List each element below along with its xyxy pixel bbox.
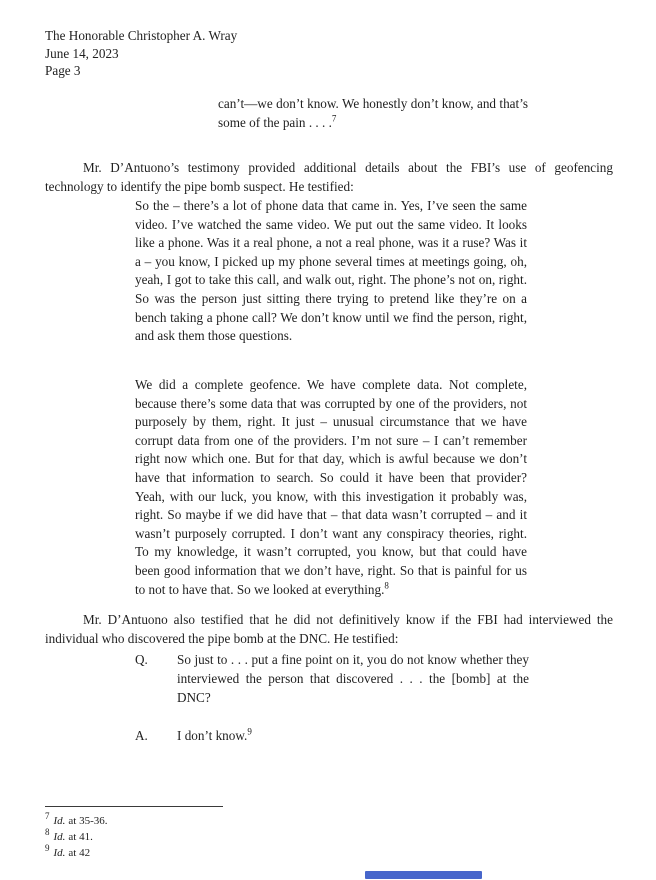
footnote-ref-9: 9 (247, 726, 252, 737)
footnote-marker: 8 (45, 827, 50, 838)
footnotes-section (45, 806, 223, 861)
footnote-detail: at 41. (68, 831, 93, 843)
question-label: Q. (135, 652, 148, 667)
paragraph-dnc-interview: Mr. D’Antuono also testified that he did not definitively know if the FBI had interviewed the individual who discovered the pipe bomb at the DNC. He testified: (45, 612, 613, 646)
footnote-marker: 9 (45, 843, 50, 854)
letter-header (45, 27, 237, 80)
footnote-item-8 (45, 829, 223, 845)
testimony-quote-geofence (135, 376, 527, 599)
carryover-quote (218, 95, 528, 132)
footnote-citation: Id. (53, 831, 66, 843)
carryover-quote-text: can’t—we don’t know. We honestly don’t know, and that’s some of the pain . . . . (218, 96, 528, 130)
recipient-name: The Honorable Christopher A. Wray (45, 28, 238, 43)
answer-text (177, 726, 529, 745)
answer-label: A. (135, 728, 148, 743)
paragraph-intro: Mr. D’Antuono’s testimony provided additional details about the FBI’s use of geofencing technology to identify the pipe bomb suspect. He testified: (45, 160, 613, 194)
footnote-item-9 (45, 845, 223, 861)
footnote-detail: at 35-36. (68, 815, 108, 827)
footnote-citation: Id. (53, 847, 66, 859)
footnote-marker: 7 (45, 811, 50, 822)
scrollbar-thumb[interactable] (365, 871, 482, 879)
footnote-ref-8: 8 (384, 580, 389, 591)
letter-date: June 14, 2023 (45, 45, 119, 61)
page-number: Page 3 (45, 63, 81, 78)
footnote-ref-7: 7 (331, 113, 337, 124)
footnote-detail: at 42 (68, 847, 91, 859)
answer-row (135, 726, 529, 745)
testimony-quote-geofence-text: We did a complete geofence. We have complete data. Not complete, because there’s some data that was corrupted by one of the providers, not purposely by them, right. It just – unusual circumstance that we have corrupt data from one of the providers. I’m not sure – I can’t remember right now which one. But for that day, which is awful because we don’t have that information to search. So could it have been that provider? Yeah, with our luck, you know, with this investigation it probably was, right. So maybe if we did have that – that data wasn’t corrupted – and it wasn’t purposely corrupted. I don’t want any conspiracy theories, right. To my knowledge, it wasn’t corrupted, you know, but that could have been good information that we don’t have, right. So that is painful for us to not to have that. So we looked at everything. (135, 377, 527, 597)
footnote-citation: Id. (53, 815, 66, 827)
answer-text-body: I don’t know. (177, 728, 248, 743)
qa-block (135, 650, 529, 745)
testimony-quote-phone-data: So the – there’s a lot of phone data that came in. Yes, I’ve seen the same video. I’ve watched the same video. We put out the same video. It looks like a phone. Was it a real phone, a not a real phone, was it a ruse? Was it a – you know, I picked up my phone several times at meetings going, oh, yeah, I got to take this call, and walk out, right. The phone’s not on, right. So was the person just sitting there trying to pretend like they’re on a bench taking a phone call? We don’t know until we find the person, right, and ask them those questions. (135, 198, 527, 344)
footnote-item-7 (45, 813, 223, 829)
question-row (135, 650, 529, 707)
question-text: So just to . . . put a fine point on it, you do not know whether they interviewed the person that discovered . . . the [bomb] at the DNC? (177, 652, 529, 705)
footnote-separator (45, 806, 223, 807)
